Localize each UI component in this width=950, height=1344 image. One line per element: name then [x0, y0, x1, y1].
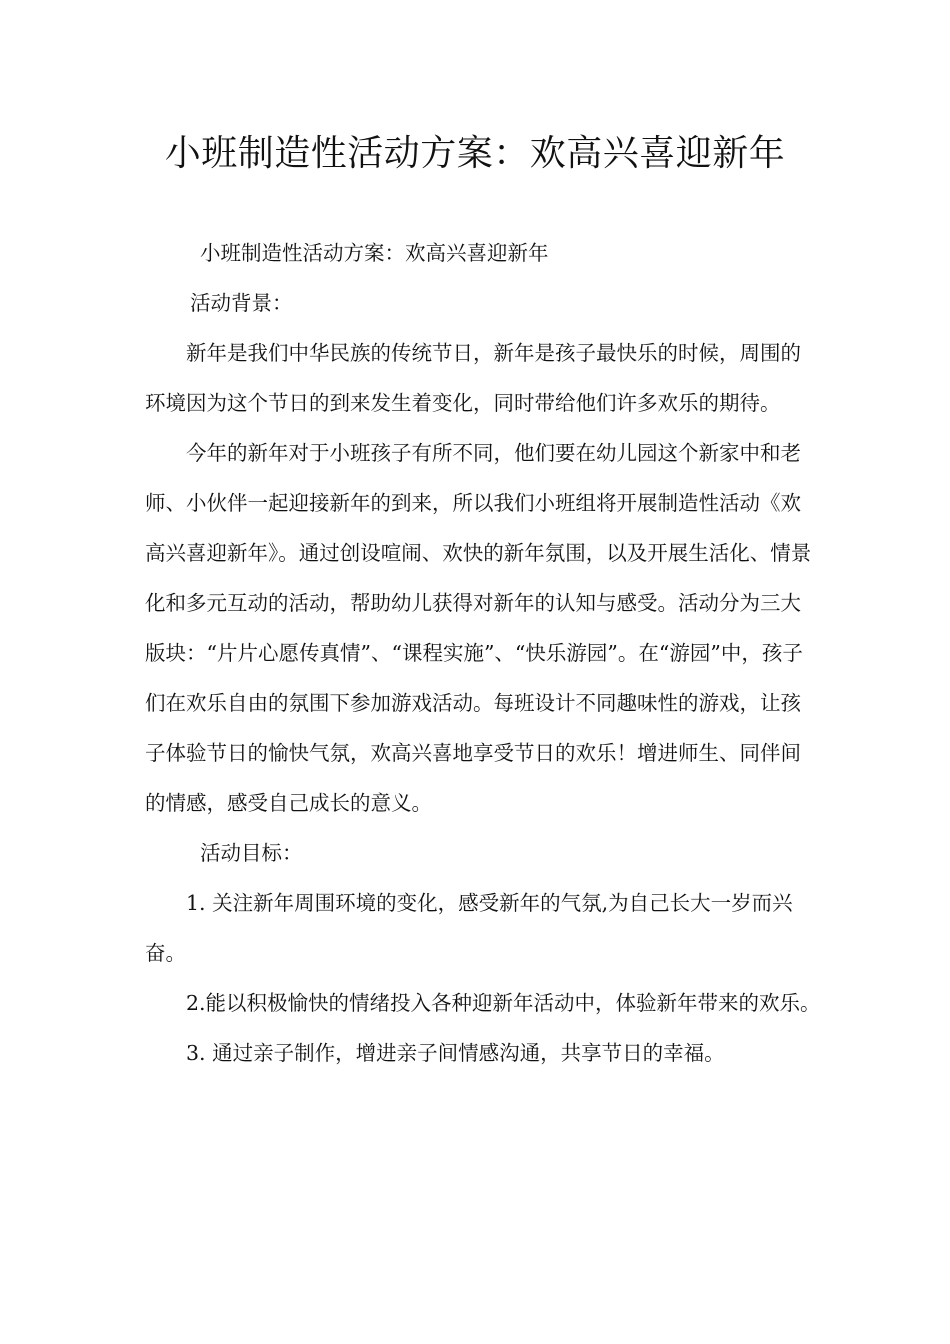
document-subtitle: 小班制造性活动方案：欢高兴喜迎新年 — [200, 241, 549, 265]
goal-item-3: 3. 通过亲子制作，增进亲子间情感沟通，共享节日的幸福。 — [186, 1041, 725, 1065]
goal-item-2: 2.能以积极愉快的情绪投入各种迎新年活动中，体验新年带来的欢乐。 — [186, 991, 821, 1015]
background-paragraph-1: 新年是我们中华民族的传统节日，新年是孩子最快乐的时候，周围的环境因为这个节日的到来发生着变化，同时带给他们许多欢乐的期待。 — [145, 341, 801, 415]
document-title: 小班制造性活动方案：欢高兴喜迎新年 — [164, 133, 786, 174]
background-heading: 活动背景： — [190, 291, 293, 315]
background-paragraph-2: 今年的新年对于小班孩子有所不同，他们要在幼儿园这个新家中和老师、小伙伴一起迎接新年的到来，所以我们小班组将开展制造性活动《欢高兴喜迎新年》。通过创设喧闹、欢快的新年氛围，以及开展生活化、情景化和多元互动的活动，帮助幼儿获得对新年的认知与感受。活动分为三大版块：“片片心愿传真情”、“课程实施”、“快乐游园”。在“游园”中，孩子们在欢乐自由的氛围下参加游戏活动。每班设计不同趣味性的游戏，让孩子体验节日的愉快气氛，欢高兴喜地享受节日的欢乐！增进师生、同伴间的情感，感受自己成长的意义。 — [145, 441, 812, 815]
goal-item-1: 1. 关注新年周围环境的变化，感受新年的气氛,为自己长大一岁而兴奋。 — [145, 891, 793, 965]
document-body — [145, 228, 821, 1078]
goals-heading: 活动目标： — [200, 841, 303, 865]
